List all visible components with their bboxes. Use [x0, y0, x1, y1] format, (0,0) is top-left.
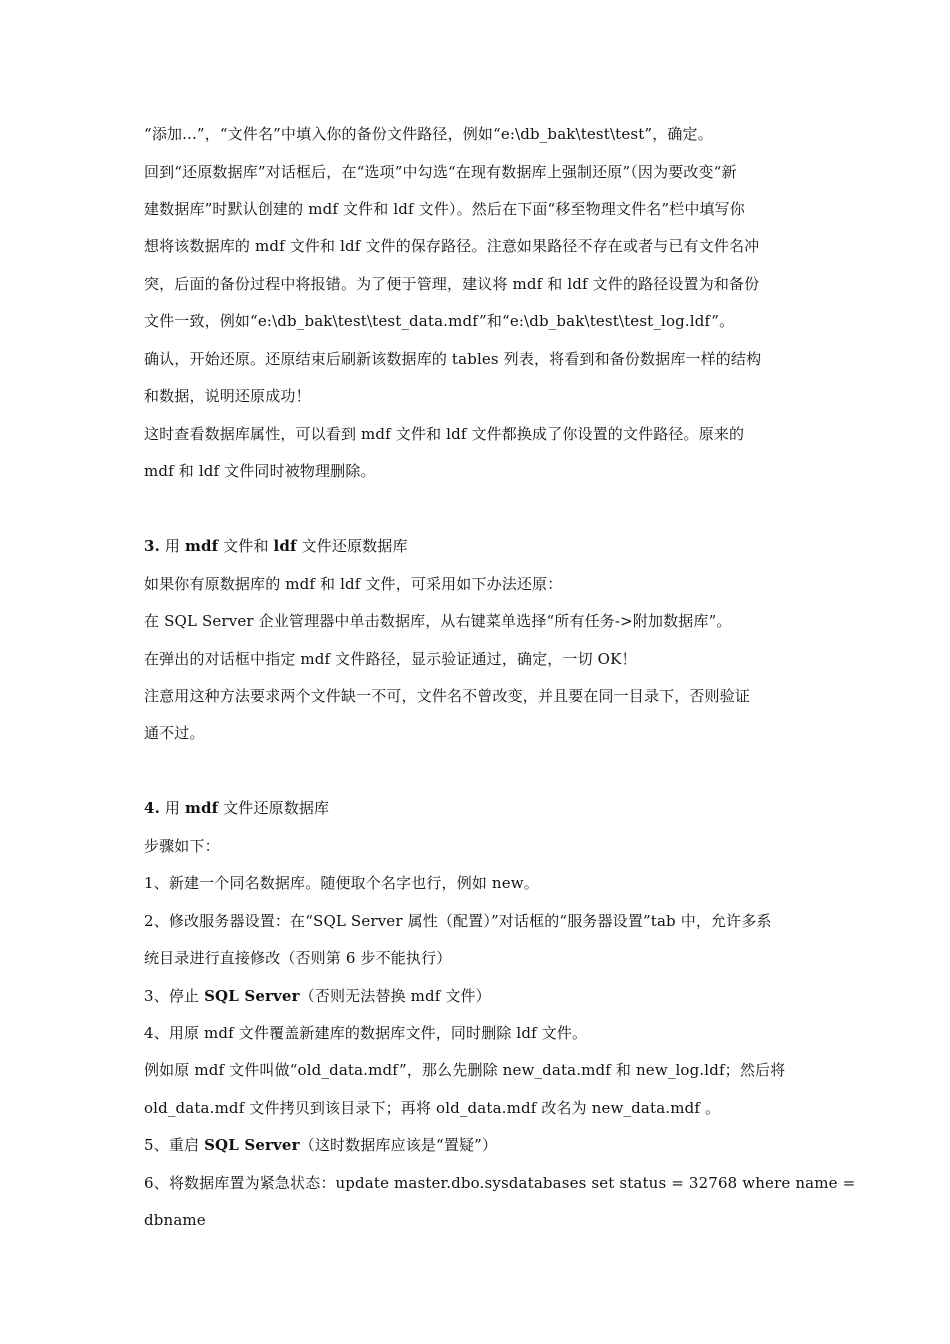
heading-bold-text: mdf — [184, 537, 219, 555]
paragraph-line: 想将该数据库的 mdf 文件和 ldf 文件的保存路径。注意如果路径不存在或者与已有文件名冲 — [144, 237, 760, 255]
heading-text: 用 — [164, 799, 185, 817]
paragraph-line: 和数据，说明还原成功！ — [144, 387, 311, 405]
heading-bold-text: ldf — [273, 537, 297, 555]
paragraph-line: 例如原 mdf 文件叫做“old_data.mdf”，那么先删除 new_data.mdf 和 new_log.ldf；然后将 — [144, 1061, 786, 1079]
paragraph-line: 注意用这种方法要求两个文件缺一不可，文件名不曾改变，并且要在同一目录下，否则验证 — [144, 687, 751, 705]
section-number: 4. — [144, 799, 160, 817]
list-item — [144, 986, 491, 1006]
paragraph-line: old_data.mdf 文件拷贝到该目录下；再将 old_data.mdf 改名为 new_data.mdf 。 — [144, 1099, 721, 1117]
list-item: 4、用原 mdf 文件覆盖新建库的数据库文件，同时删除 ldf 文件。 — [144, 1024, 588, 1042]
paragraph-line: 通不过。 — [144, 724, 205, 742]
section-heading-4 — [144, 798, 329, 818]
paragraph-line: 回到“还原数据库”对话框后，在“选项”中勾选“在现有数据库上强制还原”（因为要改变“新 — [144, 163, 737, 181]
list-bold-text: SQL Server — [204, 1136, 300, 1154]
paragraph-line: 文件一致，例如“e:\db_bak\test\test_data.mdf”和“e:\db_bak\test\test_log.ldf”。 — [144, 312, 735, 330]
paragraph-line: 步骤如下： — [144, 837, 220, 855]
list-text: 3、停止 — [144, 987, 205, 1005]
heading-text: 文件和 — [218, 537, 274, 555]
paragraph-line: 在弹出的对话框中指定 mdf 文件路径，显示验证通过，确定，一切 OK！ — [144, 650, 637, 668]
paragraph-line: mdf 和 ldf 文件同时被物理删除。 — [144, 462, 376, 480]
list-text: 5、重启 — [144, 1136, 205, 1154]
list-text: （否则无法替换 mdf 文件） — [299, 987, 491, 1005]
list-item: 2、修改服务器设置：在“SQL Server 属性（配置）”对话框的“服务器设置”tab 中，允许多系 — [144, 912, 772, 930]
list-text: （这时数据库应该是“置疑”） — [299, 1136, 498, 1154]
paragraph-line: 这时查看数据库属性，可以看到 mdf 文件和 ldf 文件都换成了你设置的文件路径。原来的 — [144, 425, 745, 443]
paragraph-line: dbname — [144, 1211, 206, 1229]
paragraph-line: “添加...”，“文件名”中填入你的备份文件路径，例如“e:\db_bak\test\test”，确定。 — [144, 125, 713, 143]
section-heading-3 — [144, 536, 408, 556]
paragraph-line: 在 SQL Server 企业管理器中单击数据库，从右键菜单选择“所有任务->附加数据库”。 — [144, 612, 732, 630]
paragraph-line: 如果你有原数据库的 mdf 和 ldf 文件，可采用如下办法还原： — [144, 575, 563, 593]
paragraph-line: 建数据库”时默认创建的 mdf 文件和 ldf 文件）。然后在下面“移至物理文件名”栏中填写你 — [144, 200, 745, 218]
heading-bold-text: mdf — [184, 799, 219, 817]
heading-text: 文件还原数据库 — [218, 799, 330, 817]
paragraph-line: 突，后面的备份过程中将报错。为了便于管理，建议将 mdf 和 ldf 文件的路径设置为和备份 — [144, 275, 760, 293]
paragraph-line: 确认，开始还原。还原结束后刷新该数据库的 tables 列表，将看到和备份数据库一样的结构 — [144, 350, 762, 368]
list-bold-text: SQL Server — [204, 987, 300, 1005]
heading-text: 文件还原数据库 — [296, 537, 408, 555]
list-item: 统目录进行直接修改（否则第 6 步不能执行） — [144, 949, 452, 967]
list-item: 6、将数据库置为紧急状态：update master.dbo.sysdatabases set status = 32768 where name = — [144, 1174, 856, 1192]
list-item — [144, 1135, 497, 1155]
section-number: 3. — [144, 537, 160, 555]
heading-text: 用 — [164, 537, 185, 555]
list-item: 1、新建一个同名数据库。随便取个名字也行，例如 new。 — [144, 874, 539, 892]
